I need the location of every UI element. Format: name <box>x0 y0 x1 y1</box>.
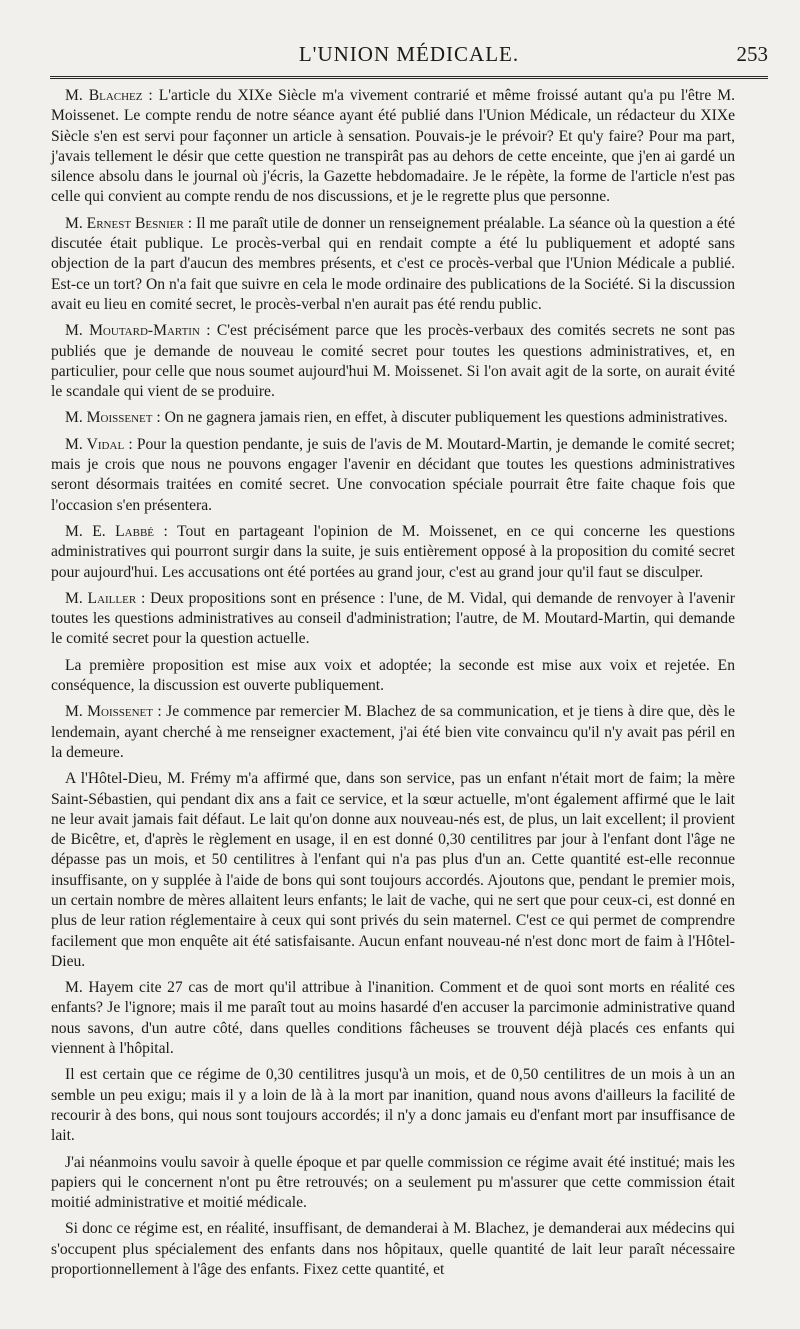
paragraph-text: A l'Hôtel-Dieu, M. Frémy m'a affirmé que, dans son service, pas un enfant n'était mort de faim; la mère Saint-Sébastien, qui pendant dix ans a fait ce service, et la sœur actuelle, m'ont également affirmé que le lait ne leur avait jamais fait défaut. Le lait qu'on donne aux nouveau-nés est, de plus, un lait excellent; il provient de Bicêtre, et, d'après le règlement en usage, il en est donné 0,30 centilitres par jour à l'enfant dont l'âge ne dépasse pas un mois, et 50 centilitres à l'enfant qui n'a pas plus d'un an. Cette quantité est-elle reconnue insuffisante, on y supplée à l'aide de bons qui sont toujours accordés. Ajoutons que, pendant le premier mois, un certain nombre de mères allaitent leurs enfants; le lait de vache, qui ne sert que pour ceux-ci, est donné en plus de leur ration réglementaire à ceux qui sont privés du sein maternel. C'est ce qui permet de comprendre facilement que mon enquête ait été satisfaisante. Aucun enfant nouveau-né n'est donc mort de faim à l'Hôtel-Dieu. <box>51 770 735 970</box>
speaker-name: M. Moissenet : <box>65 409 161 427</box>
paragraph-text: La première proposition est mise aux voix et adoptée; la seconde est mise aux voix et rejetée. En conséquence, la discussion est ouverte publiquement. <box>51 656 735 695</box>
paragraph-text: Si donc ce régime est, en réalité, insuffisant, de demanderai à M. Blachez, je demanderai aux médecins qui s'occupent plus spécialement des enfants dans nos hôpitaux, quelle quantité de lait leur paraît nécessaire proportionnellement à l'âge des enfants. Fixez cette quantité, et <box>51 1220 735 1279</box>
header-rule <box>50 76 768 79</box>
paragraph-text: Tout en partageant l'opinion de M. Moissenet, en ce qui concerne les questions administratives qui pourront surgir dans la suite, je suis entièrement opposé à la proposition du comité secret pour aujourd'hui. Les accusations ont été portées au grand jour, c'est au grand jour qu'il faut se disculper. <box>51 522 735 581</box>
speaker-name: M. Ernest Besnier : <box>65 214 193 232</box>
speaker-name: M. E. Labbé : <box>65 522 168 540</box>
paragraph <box>51 1065 735 1146</box>
paragraph-text: C'est précisément parce que les procès-verbaux des comités secrets ne sont pas publiés que je demande de nouveau le comité secret pour toutes les questions administratives, et, en particulier, pour celle que nous soumet aujourd'hui M. Moissenet. Si l'on avait agit de la sorte, on aurait évité le scandale qui vient de se produire. <box>51 322 735 401</box>
paragraph <box>51 1153 735 1214</box>
paragraph-text: L'article du XIXe Siècle m'a vivement contrarié et même froissé autant qu'a pu l'être M. Moissenet. Le compte rendu de notre séance ayant été publié dans l'Union Médicale, un rédacteur du XIXe Siècle s'en est servi pour façonner un article à sensation. Pouvais-je le prévoir? Et qu'y faire? Pour ma part, j'avais tellement le désir que cette question ne transpirât pas au dehors de cette enceinte, que j'en ai gardé un silence absolu dans le journal où j'écris, la Gazette hebdomadaire. Je le répète, la forme de l'article n'est pas celle qui convient au compte rendu de nos discussions, et je le regrette plus que personne. <box>51 87 736 206</box>
paragraph <box>51 408 735 428</box>
paragraph-text: On ne gagnera jamais rien, en effet, à discuter publiquement les questions administratives. <box>164 409 728 427</box>
paragraph <box>51 86 735 208</box>
paragraph-text: Il est certain que ce régime de 0,30 centilitres jusqu'à un mois, et de 0,50 centilitres de un mois à un an semble un peu exigu; mais il y a loin de là à la mort par inanition, quand nous avons d'ailleurs la facilité de recourir à des bons, qui nous sont toujours accordés; il n'y a donc jamais eu d'enfant mort par insuffisance de lait. <box>51 1066 735 1145</box>
paragraph <box>51 589 735 650</box>
body-text <box>51 86 735 1286</box>
paragraph-text: Pour la question pendante, je suis de l'avis de M. Moutard-Martin, je demande le comité secret; mais je crois que nous ne pouvons engager l'avenir en décidant que toutes les questions administratives seront désormais traitées en comité secret. Une convocation spéciale pourrait être faite chaque fois que l'occasion s'en présentera. <box>51 435 735 514</box>
speaker-name: M. Lailler : <box>65 589 146 607</box>
paragraph <box>51 522 735 583</box>
paragraph-text: Je commence par remercier M. Blachez de sa communication, et je tiens à dire que, dès le lendemain, ayant cherché à me renseigner exactement, j'ai été bien vite convaincu qu'il n'y avait pas péril en la demeure. <box>51 703 736 761</box>
paragraph <box>51 435 735 516</box>
paragraph-text: J'ai néanmoins voulu savoir à quelle époque et par quelle commission ce régime avait été institué; mais les papiers qui le concernent n'ont pu être retrouvés; on a seulement pu m'assurer que cette commission était moitié administrative et moitié médicale. <box>51 1153 735 1212</box>
paragraph <box>51 214 735 315</box>
paragraph <box>51 769 735 972</box>
speaker-name: M. Vidal : <box>65 435 133 453</box>
running-head <box>50 38 768 68</box>
paragraph-text: Deux propositions sont en présence : l'une, de M. Vidal, qui demande de renvoyer à l'avenir toutes les questions administratives au conseil d'administration; l'autre, de M. Moutard-Martin, qui demande le comité secret pour la question actuelle. <box>51 589 735 648</box>
speaker-name: M. Moutard-Martin : <box>65 322 211 340</box>
paragraph <box>51 1219 735 1280</box>
speaker-name: M. Moissenet : <box>65 703 162 721</box>
speaker-name: M. Blachez : <box>65 87 153 104</box>
page-number: 253 <box>736 42 768 66</box>
journal-title: L'UNION MÉDICALE. <box>298 42 520 66</box>
paragraph <box>51 702 735 763</box>
paragraph-text: M. Hayem cite 27 cas de mort qu'il attribue à l'inanition. Comment et de quoi sont morts en réalité ces enfants? Je l'ignore; mais il me paraît tout au moins hasardé d'en accuser la parcimonie administrative quand nous savons, d'un autre côté, dans quelles conditions fâcheuses se trouvent déjà placés ces enfants qui viennent à l'hôpital. <box>51 979 735 1058</box>
paragraph <box>51 656 735 697</box>
paragraph-text: Il me paraît utile de donner un renseignement préalable. La séance où la question a été discutée était publique. Le procès-verbal qui en rendait compte a été lu publiquement et adopté sans objection de la part d'aucun des membres présents, et c'est ce procès-verbal que l'Union Médicale a publié. Est-ce un tort? On n'a fait que suivre en cela le mode ordinaire des publications de la Société. Si la discussion avait eu lieu en comité secret, le procès-verbal n'en aurait pas été rendu public. <box>51 214 735 313</box>
paragraph <box>51 978 735 1059</box>
paragraph <box>51 321 735 402</box>
